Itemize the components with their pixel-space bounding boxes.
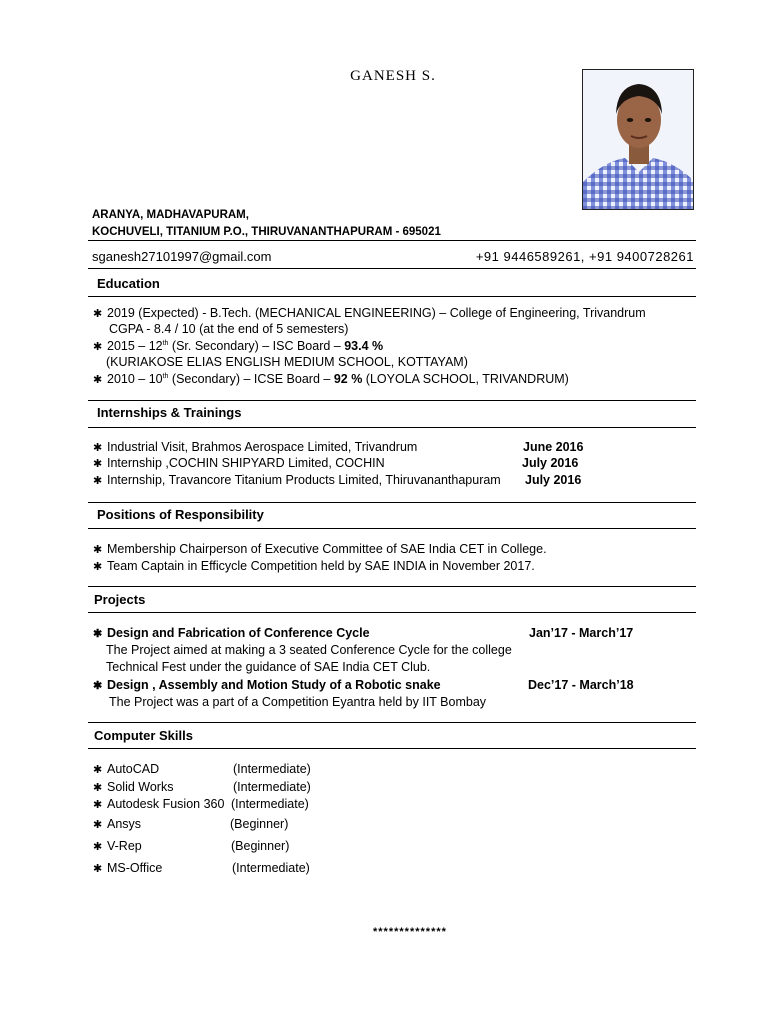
- skill-item: ✱ MS-Office: [93, 861, 163, 875]
- project-description: The Project aimed at making a 3 seated Conference Cycle for the college: [106, 643, 512, 657]
- divider: [88, 240, 696, 241]
- portrait-image: [583, 70, 694, 210]
- address-line-2: KOCHUVELI, TITANIUM P.O., THIRUVANANTHAPURAM - 695021: [92, 226, 441, 238]
- skill-level: (Beginner): [230, 817, 289, 831]
- divider: [88, 586, 696, 587]
- project-title: ✱ Design , Assembly and Motion Study of a Robotic snake: [93, 678, 441, 692]
- phone-numbers: +91 9446589261, +91 9400728261: [475, 249, 694, 264]
- position-item: ✱ Membership Chairperson of Executive Committee of SAE India CET in College.: [93, 542, 547, 556]
- skill-item: ✱ Autodesk Fusion 360: [93, 797, 225, 811]
- bullet-icon: ✱: [93, 782, 103, 794]
- bullet-icon: ✱: [93, 819, 103, 831]
- bullet-icon: ✱: [93, 680, 103, 692]
- bullet-icon: ✱: [93, 799, 103, 811]
- education-item-detail: CGPA - 8.4 / 10 (at the end of 5 semesters): [109, 322, 349, 336]
- bullet-icon: ✱: [93, 764, 103, 776]
- divider: [88, 722, 696, 723]
- bullet-icon: ✱: [93, 374, 103, 386]
- position-item: ✱ Team Captain in Efficycle Competition held by SAE INDIA in November 2017.: [93, 559, 535, 573]
- email-link[interactable]: sganesh27101997@gmail.com: [92, 249, 272, 264]
- internship-item: ✱ Internship, Travancore Titanium Products Limited, Thiruvananthapuram: [93, 473, 501, 487]
- bullet-icon: ✱: [93, 841, 103, 853]
- project-title: ✱ Design and Fabrication of Conference Cycle: [93, 626, 370, 640]
- bullet-icon: ✱: [93, 442, 103, 454]
- address-line-1: ARANYA, MADHAVAPURAM,: [92, 209, 249, 221]
- divider: [88, 427, 696, 428]
- education-item: ✱ 2015 – 12th (Sr. Secondary) – ISC Board – 93.4 %: [93, 339, 384, 353]
- divider: [88, 502, 696, 503]
- section-title-projects: Projects: [94, 592, 146, 607]
- skill-item: ✱ Solid Works: [93, 780, 174, 794]
- project-date: Dec’17 - March’18: [528, 678, 634, 692]
- skill-level: (Intermediate): [233, 762, 311, 776]
- internship-item: ✱ Industrial Visit, Brahmos Aerospace Limited, Trivandrum: [93, 440, 418, 454]
- divider: [88, 400, 696, 401]
- skill-item: ✱ V-Rep: [93, 839, 142, 853]
- section-title-positions: Positions of Responsibility: [97, 507, 264, 522]
- education-item-detail: (KURIAKOSE ELIAS ENGLISH MEDIUM SCHOOL, KOTTAYAM): [106, 355, 468, 369]
- bullet-icon: ✱: [93, 458, 103, 470]
- divider: [88, 612, 696, 613]
- candidate-name: GANESH S.: [350, 68, 436, 84]
- bullet-icon: ✱: [93, 628, 103, 640]
- divider: [88, 296, 696, 297]
- bullet-icon: ✱: [93, 544, 103, 556]
- project-description: Technical Fest under the guidance of SAE India CET Club.: [106, 660, 431, 674]
- bullet-icon: ✱: [93, 561, 103, 573]
- skill-level: (Intermediate): [232, 861, 310, 875]
- skill-level: (Intermediate): [233, 780, 311, 794]
- bullet-icon: ✱: [93, 308, 103, 320]
- contact-row: [92, 249, 694, 264]
- bullet-icon: ✱: [93, 341, 103, 353]
- education-item: ✱ 2010 – 10th (Secondary) – ICSE Board – 92 % (LOYOLA SCHOOL, TRIVANDRUM): [93, 372, 569, 386]
- profile-photo: [582, 69, 694, 210]
- footer-stars: **************: [373, 926, 447, 938]
- section-title-internships: Internships & Trainings: [97, 405, 242, 420]
- internship-date: June 2016: [523, 440, 584, 454]
- bullet-icon: ✱: [93, 863, 103, 875]
- divider: [88, 748, 696, 749]
- internship-date: July 2016: [525, 473, 582, 487]
- project-description: The Project was a part of a Competition Eyantra held by IIT Bombay: [109, 695, 487, 709]
- project-date: Jan’17 - March’17: [529, 626, 634, 640]
- divider: [88, 268, 696, 269]
- section-title-education: Education: [97, 276, 160, 291]
- skill-item: ✱ Ansys: [93, 817, 142, 831]
- bullet-icon: ✱: [93, 475, 103, 487]
- skill-level: (Intermediate): [231, 797, 309, 811]
- section-title-skills: Computer Skills: [94, 728, 193, 743]
- skill-level: (Beginner): [231, 839, 290, 853]
- skill-item: ✱ AutoCAD: [93, 762, 160, 776]
- divider: [88, 528, 696, 529]
- internship-date: July 2016: [522, 456, 579, 470]
- internship-item: ✱ Internship ,COCHIN SHIPYARD Limited, COCHIN: [93, 456, 385, 470]
- education-item: ✱ 2019 (Expected) - B.Tech. (MECHANICAL ENGINEERING) – College of Engineering, Trivandrum: [93, 306, 646, 320]
